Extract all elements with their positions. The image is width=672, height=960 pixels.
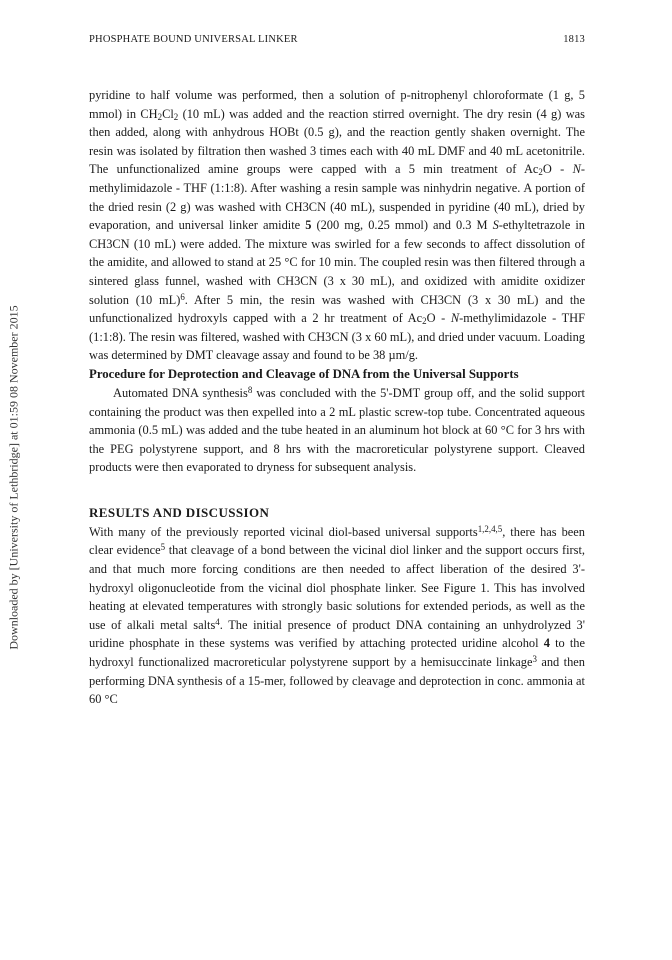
- section-heading-procedure: Procedure for Deprotection and Cleavage of DNA from the Universal Supports: [89, 366, 519, 381]
- page-body: [89, 86, 585, 709]
- download-watermark: [4, 270, 24, 690]
- paragraph-methods-continued: pyridine to half volume was performed, then a solution of p-nitrophenyl chloroformate (1 g, 5 mmol) in $CH_2Cl_2$ (10 mL) was added and the reaction stirred overnight. The dry resin (4 g) was then added, along with anhydrous HOBt (0.5 g), and the reaction gently shaken overnight. The resin was isolated by filtration then washed 3 times each with 40 mL DMF and 40 mL acetonitrile. The unfunctionalized amine groups were capped with a 5 min treatment of $Ac_2O$ - N-methylimidazole - THF (1:1:8). After washing a resin sample was ninhydrin negative. A portion of the dried resin (2 g) was washed with CH3CN (40 mL), suspended in pyridine (40 mL), dried by evaporation, and universal linker amidite 5 (200 mg, 0.25 mmol) and 0.3 M S-ethyltetrazole in CH3CN (10 mL) were added. The mixture was swirled for a few seconds to affect dissolution of the amidite, and allowed to stand at 25 °C for 10 min. The coupled resin was then filtered through a sintered glass funnel, washed with CH3CN (3 x 30 mL), and oxidized with amidite oxidizer solution (10 mL)$^6$. After 5 min, the resin was washed with CH3CN (3 x 30 mL) and the unfunctionalized hydroxyls capped with a 2 hr treatment of $Ac_2O$ - N-methylimidazole - THF (1:1:8). The resin was filtered, washed with CH3CN (3 x 60 mL), and dried under vacuum. Loading was determined by DMT cleavage assay and found to be 38 µm/g.: [89, 88, 586, 363]
- running-title: PHOSPHATE BOUND UNIVERSAL LINKER: [89, 34, 298, 45]
- section-heading-results: RESULTS AND DISCUSSION: [89, 504, 270, 520]
- download-watermark-text: Downloaded by [University of Lethbridge] at 01:59 08 November 2015: [6, 305, 21, 650]
- paragraph-procedure: Automated DNA synthesis$^8$ was concluded with the 5'-DMT group off, and the solid support containing the product was then expelled into a 2 mL plastic screw-top tube. Concentrated aqueous ammonia (0.5 mL) was added and the tube heated in an aluminum hot block at 60 °C for 3 hrs with the PEG polystyrene support, and 8 hrs with the macroreticular polystyrene support. Cleaved products were then evaporated to dryness for subsequent analysis.: [89, 384, 585, 475]
- page-number: 1813: [563, 34, 585, 45]
- paragraph-results: With many of the previously reported vicinal diol-based universal supports$^{1,2,4,5}$, there has been clear evidence$^5$ that cleavage of a bond between the vicinal diol linker and the support occurs first, and that much more forcing conditions are then needed to affect liberation of the desired 3'-hydroxyl oligonucleotide from the vicinal diol phosphate linker. See Figure 1. This has involved heating at elevated temperatures with strongly basic solutions for extended periods, as well as the use of alkali metal salts$^4$. The initial presence of product DNA containing an unhydrolyzed 3' uridine phosphate in these systems was verified by attaching protected uridine alcohol 4 to the hydroxyl functionalized macroreticular polystyrene support by a hemisuccinate linkage$^3$ and then performing DNA synthesis of a 15-mer, followed by cleavage and deprotection in conc. ammonia at 60 °C: [89, 523, 586, 707]
